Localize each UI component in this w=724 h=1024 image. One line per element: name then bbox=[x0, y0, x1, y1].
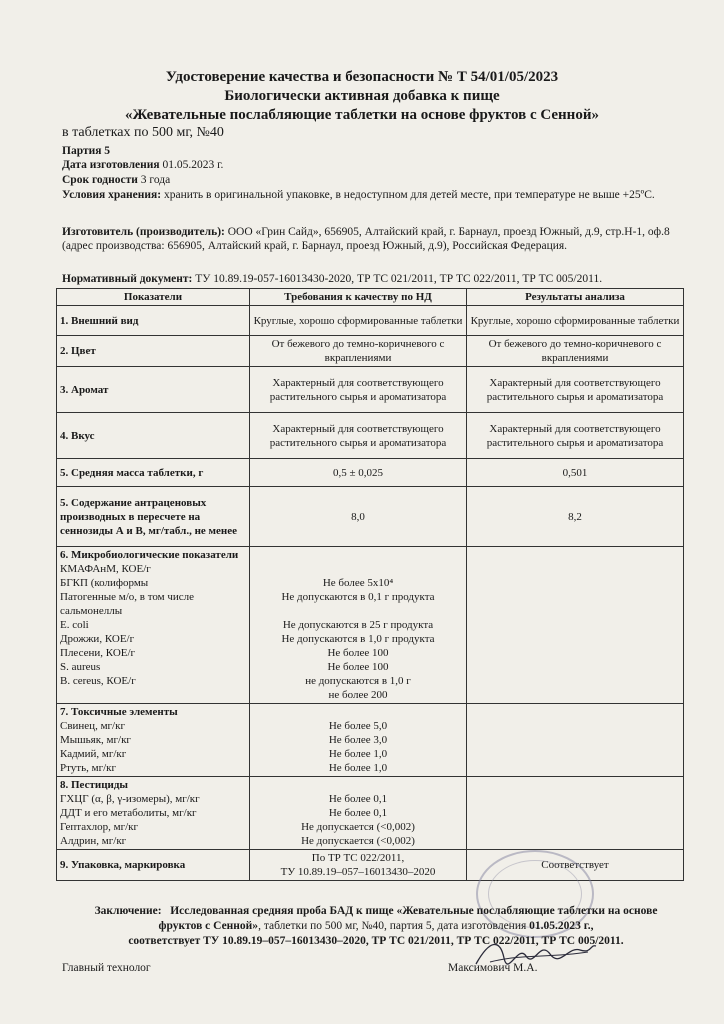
pesticide-req: Не более 0,1 bbox=[328, 807, 388, 819]
requirement-cell: Характерный для соответствующего растительного сырья и ароматизатора bbox=[250, 413, 467, 459]
toxic-req: Не более 3,0 bbox=[328, 734, 388, 746]
pesticide-item: ГХЦГ (α, β, γ-изомеры), мг/кг bbox=[60, 793, 200, 805]
toxic-req: Не более 1,0 bbox=[328, 762, 388, 774]
table-row-micro bbox=[57, 547, 684, 704]
indicator-cell: 2. Цвет bbox=[57, 336, 250, 367]
micro-item: Плесени, КОЕ/г bbox=[60, 647, 136, 659]
result-cell: 0,501 bbox=[467, 459, 684, 487]
requirement-cell: Характерный для соответствующего растительного сырья и ароматизатора bbox=[250, 367, 467, 413]
micro-req: не допускаются в 1,0 г bbox=[305, 675, 411, 687]
requirement-cell: 8,0 bbox=[250, 487, 467, 547]
toxic-item: Свинец, мг/кг bbox=[60, 720, 125, 732]
storage-conditions: Условия хранения: хранить в оригинальной упаковке, в недоступном для детей месте, при температуре не выше +25ºС. bbox=[62, 189, 655, 201]
table-row bbox=[57, 306, 684, 336]
product-form: в таблетках по 500 мг, №40 bbox=[62, 125, 224, 140]
micro-item: КМАФАнМ, КОЕ/г bbox=[60, 563, 151, 575]
micro-req: Не допускаются в 0,1 г продукта bbox=[281, 591, 435, 603]
pesticide-results bbox=[467, 777, 684, 850]
micro-indicators bbox=[57, 547, 250, 704]
shelf-life: Срок годности 3 года bbox=[62, 174, 171, 186]
result-cell: Характерный для соответствующего растительного сырья и ароматизатора bbox=[467, 413, 684, 459]
micro-item: S. aureus bbox=[60, 661, 101, 673]
normative-document: Нормативный документ: ТУ 10.89.19-057-16013430-2020, ТР ТС 021/2011, ТР ТС 022/2011, ТР ТС 005/2011. bbox=[62, 273, 603, 285]
toxic-indicators bbox=[57, 704, 250, 777]
requirement-cell: От бежевого до темно-коричневого с вкраплениями bbox=[250, 336, 467, 367]
micro-req: Не допускаются в 25 г продукта bbox=[282, 619, 434, 631]
micro-item: E. coli bbox=[60, 619, 89, 631]
toxic-req: Не более 1,0 bbox=[328, 748, 388, 760]
micro-results bbox=[467, 547, 684, 704]
title-line-3: «Жевательные послабляющие таблетки на основе фруктов с Сенной» bbox=[125, 107, 599, 123]
result-cell: Круглые, хорошо сформированные таблетки bbox=[467, 306, 684, 336]
table-row bbox=[57, 413, 684, 459]
micro-req: Не допускаются в 1,0 г продукта bbox=[281, 633, 435, 645]
requirement-cell: Круглые, хорошо сформированные таблетки bbox=[250, 306, 467, 336]
micro-req: не более 200 bbox=[328, 689, 388, 701]
manufacture-date: Дата изготовления 01.05.2023 г. bbox=[62, 159, 224, 171]
micro-req: Не более 100 bbox=[327, 661, 389, 673]
table-header-row bbox=[57, 289, 684, 306]
header-results: Результаты анализа bbox=[467, 289, 684, 306]
pesticide-req: Не более 0,1 bbox=[328, 793, 388, 805]
micro-req bbox=[253, 604, 463, 618]
micro-req: Не более 5х10⁴ bbox=[322, 577, 394, 589]
table-row-packaging bbox=[57, 850, 684, 881]
pesticide-heading: 8. Пестициды bbox=[60, 779, 129, 791]
micro-item: БГКП (колиформы bbox=[60, 577, 149, 589]
manufacturer: Изготовитель (производитель): ООО «Грин Сайд», 656905, Алтайский край, г. Барнаул, проезд Южный, д.9, стр.Н-1, оф.8 (адрес производства: 656905, Алтайский край, г. Барнаул, проезд Южный, д.9), Российская Федерация. bbox=[62, 226, 670, 252]
result-cell: Соответствует bbox=[467, 850, 684, 881]
micro-item: сальмонеллы bbox=[60, 605, 123, 617]
table-row bbox=[57, 367, 684, 413]
toxic-item: Мышьяк, мг/кг bbox=[60, 734, 131, 746]
signatory-name: Максимович М.А. bbox=[448, 962, 538, 974]
toxic-requirements bbox=[250, 704, 467, 777]
table-row bbox=[57, 487, 684, 547]
micro-item: Патогенные м/о, в том числе bbox=[60, 591, 195, 603]
requirement-cell: По ТР ТС 022/2011, ТУ 10.89.19–057–16013430–2020 bbox=[250, 850, 467, 881]
result-cell: Характерный для соответствующего растительного сырья и ароматизатора bbox=[467, 367, 684, 413]
pesticide-req: Не допускается (<0,002) bbox=[301, 835, 415, 847]
micro-item: B. cereus, КОЕ/г bbox=[60, 675, 136, 687]
header-requirements: Требования к качеству по НД bbox=[250, 289, 467, 306]
indicator-cell: 3. Аромат bbox=[57, 367, 250, 413]
title-line-2: Биологически активная добавка к пище bbox=[224, 88, 500, 104]
pesticide-item: ДДТ и его метаболиты, мг/кг bbox=[60, 807, 197, 819]
pesticide-item: Алдрин, мг/кг bbox=[60, 835, 127, 847]
requirement-cell: 0,5 ± 0,025 bbox=[250, 459, 467, 487]
table-row bbox=[57, 336, 684, 367]
document-title bbox=[40, 68, 684, 125]
batch: Партия 5 bbox=[62, 145, 111, 157]
result-cell: 8,2 bbox=[467, 487, 684, 547]
table-row-pesticides bbox=[57, 777, 684, 850]
micro-req: Не более 100 bbox=[327, 647, 389, 659]
header-indicator: Показатели bbox=[57, 289, 250, 306]
table-row-toxic bbox=[57, 704, 684, 777]
indicator-cell: 5. Средняя масса таблетки, г bbox=[57, 459, 250, 487]
title-line-1: Удостоверение качества и безопасности № Т 54/01/05/2023 bbox=[165, 69, 559, 85]
indicator-cell: 1. Внешний вид bbox=[57, 306, 250, 336]
micro-requirements bbox=[250, 547, 467, 704]
pesticide-req: Не допускается (<0,002) bbox=[301, 821, 415, 833]
pesticide-requirements bbox=[250, 777, 467, 850]
indicator-cell: 9. Упаковка, маркировка bbox=[57, 850, 250, 881]
toxic-item: Ртуть, мг/кг bbox=[60, 762, 116, 774]
indicator-cell: 4. Вкус bbox=[57, 413, 250, 459]
toxic-req: Не более 5,0 bbox=[328, 720, 388, 732]
toxic-item: Кадмий, мг/кг bbox=[60, 748, 127, 760]
toxic-heading: 7. Токсичные элементы bbox=[60, 706, 178, 718]
indicator-cell: 5. Содержание антраценовых производных в пересчете на сеннозиды А и В, мг/табл., не менее bbox=[57, 487, 250, 547]
pesticide-indicators bbox=[57, 777, 250, 850]
micro-heading: 6. Микробиологические показатели bbox=[60, 549, 239, 561]
table-row bbox=[57, 459, 684, 487]
micro-item: Дрожжи, КОЕ/г bbox=[60, 633, 135, 645]
pesticide-item: Гептахлор, мг/кг bbox=[60, 821, 138, 833]
conclusion: Заключение: Исследованная средняя проба БАД к пище «Жевательные послабляющие таблетки на основе фруктов с Сенной», таблетки по 500 мг, №40, партия 5, дата изготовления 01.05.2023 г., соответствует ТУ 10.89.19–057–16013430–2020, ТР ТС 021/2011, ТР ТС 022/2011, ТР ТС 005/2011. bbox=[94, 905, 658, 947]
toxic-results bbox=[467, 704, 684, 777]
signatory-role: Главный технолог bbox=[62, 962, 151, 974]
quality-table bbox=[56, 288, 684, 881]
result-cell: От бежевого до темно-коричневого с вкраплениями bbox=[467, 336, 684, 367]
